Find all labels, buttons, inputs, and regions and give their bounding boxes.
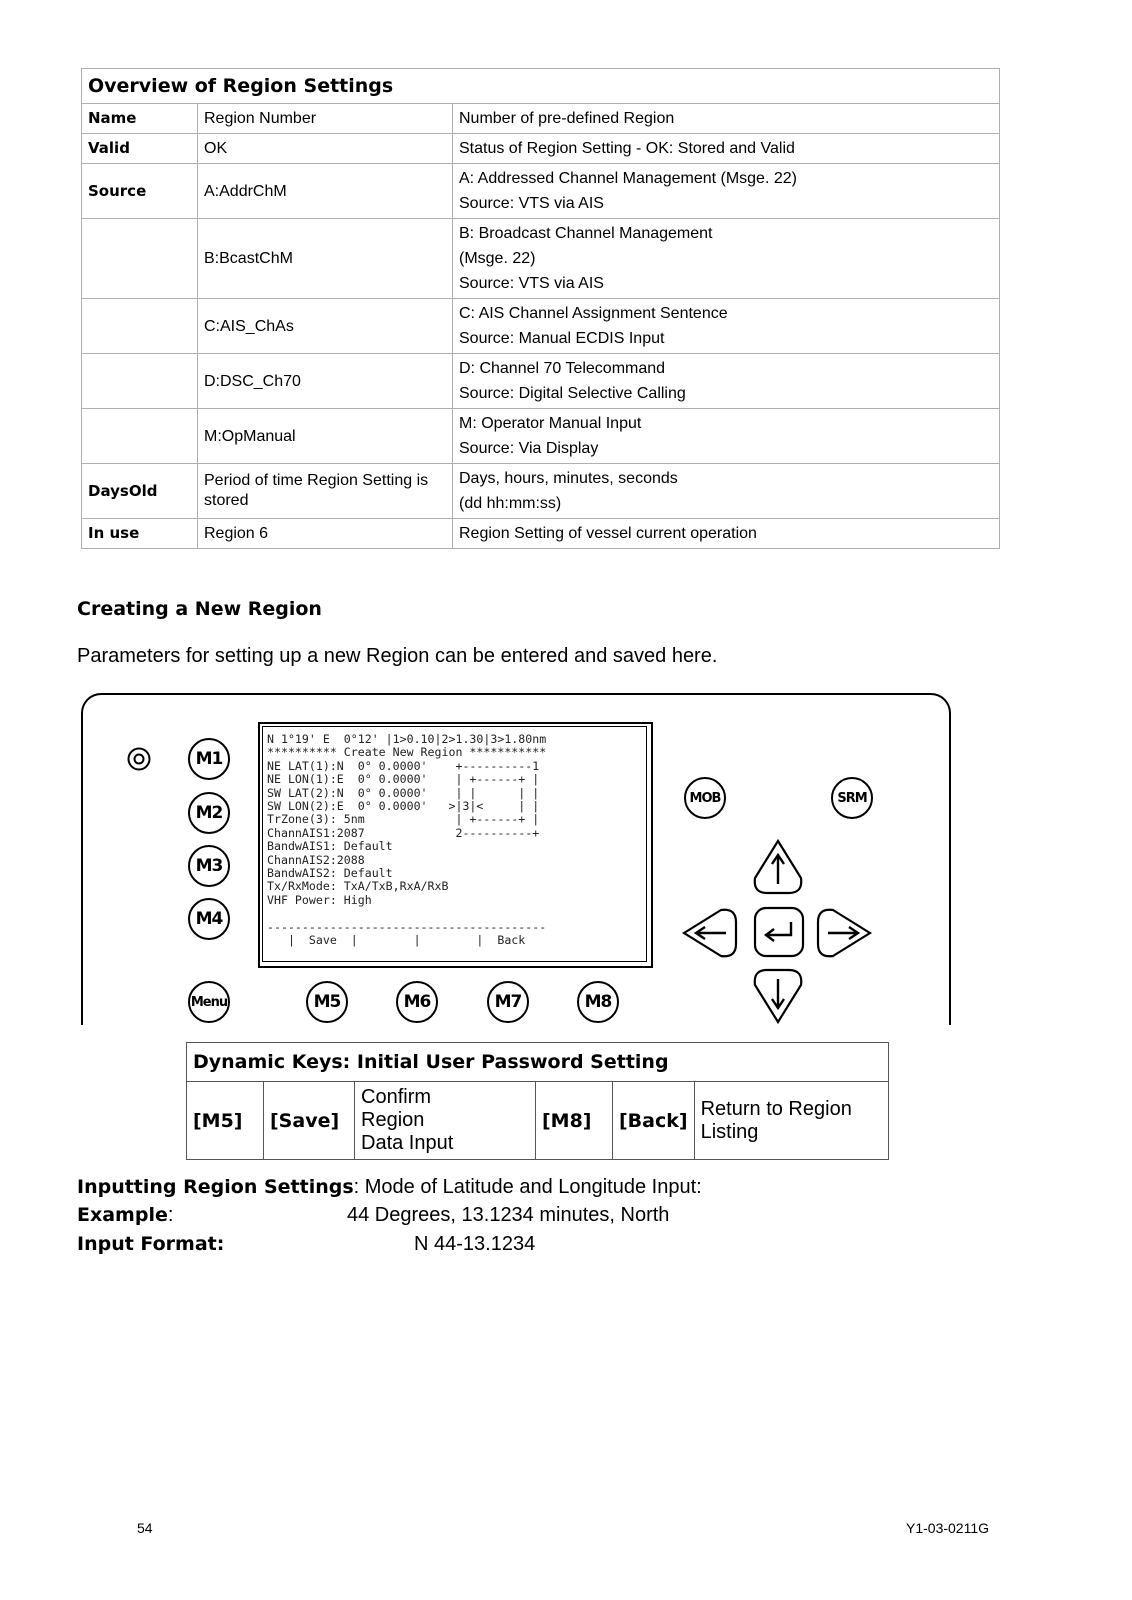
row-value: Region Number (198, 104, 453, 134)
lcd-line: SW LON(2):E 0° 0.0000' >|3|< | | (267, 799, 540, 814)
key-code: [M8] (536, 1082, 613, 1160)
dynamic-keys-title: Dynamic Keys: Initial User Password Setting (187, 1043, 889, 1082)
m3-button[interactable]: M3 (188, 845, 230, 887)
table-row (82, 164, 1000, 219)
row-desc: Status of Region Setting - OK: Stored and Valid (453, 134, 1000, 164)
row-value: D:DSC_Ch70 (198, 354, 453, 409)
row-value: M:OpManual (198, 409, 453, 464)
lcd-line: ChannAIS1:2087 2----------+ (267, 825, 540, 840)
mob-button[interactable]: MOB (684, 777, 726, 819)
example-label: Example (77, 1204, 168, 1226)
input-format-label: Input Format: (77, 1233, 225, 1255)
overview-title: Overview of Region Settings (82, 69, 1000, 104)
m8-button[interactable]: M8 (577, 981, 619, 1023)
table-row (82, 519, 1000, 549)
row-value: Region 6 (198, 519, 453, 549)
lcd-line: BandwAIS1: Default (267, 839, 393, 854)
down-arrow-icon[interactable] (751, 967, 805, 1025)
row-key: Source (82, 164, 198, 219)
m7-button[interactable]: M7 (487, 981, 529, 1023)
row-desc: A: Addressed Channel Management (Msge. 22) Source: VTS via AIS (453, 164, 1000, 219)
row-key: In use (82, 519, 198, 549)
m5-button[interactable]: M5 (306, 981, 348, 1023)
up-arrow-icon[interactable] (751, 838, 805, 896)
row-key (82, 299, 198, 354)
lcd-line: Tx/RxMode: TxA/TxB,RxA/RxB (267, 879, 449, 894)
input-format-value: N 44-13.1234 (414, 1233, 536, 1255)
menu-button[interactable]: Menu (188, 981, 230, 1023)
lcd-line: NE LON(1):E 0° 0.0000' | +------+ | (267, 772, 540, 787)
inputting-line (77, 1176, 702, 1199)
dynamic-keys-table (186, 1042, 889, 1160)
lcd-line: SW LAT(2):N 0° 0.0000' | | | | (267, 785, 540, 800)
key-code: [M5] (187, 1082, 264, 1160)
srm-button[interactable]: SRM (831, 777, 873, 819)
lcd-line: NE LAT(1):N 0° 0.0000' +----------1 (267, 758, 540, 773)
left-arrow-icon[interactable] (681, 906, 739, 960)
row-desc: M: Operator Manual Input Source: Via Display (453, 409, 1000, 464)
m1-button[interactable]: M1 (188, 738, 230, 780)
example-line: Example: (77, 1204, 174, 1226)
inputting-label: Inputting Region Settings (77, 1176, 354, 1198)
key-label: [Save] (264, 1082, 355, 1160)
lcd-line: BandwAIS2: Default (267, 866, 393, 881)
table-row (82, 464, 1000, 519)
table-row (82, 299, 1000, 354)
right-arrow-icon[interactable] (815, 906, 873, 960)
example-value: 44 Degrees, 13.1234 minutes, North (347, 1204, 670, 1226)
table-row (82, 104, 1000, 134)
lcd-line: TrZone(3): 5nm | +------+ | (267, 812, 540, 827)
row-key (82, 219, 198, 299)
m4-button[interactable]: M4 (188, 898, 230, 940)
row-key (82, 354, 198, 409)
m6-button[interactable]: M6 (396, 981, 438, 1023)
lcd-line: | Save | | | Back (267, 933, 526, 948)
row-value: C:AIS_ChAs (198, 299, 453, 354)
inputting-text: : Mode of Latitude and Longitude Input: (353, 1176, 702, 1198)
row-desc: B: Broadcast Channel Management (Msge. 22) Source: VTS via AIS (453, 219, 1000, 299)
enter-icon[interactable] (753, 906, 805, 958)
row-value: B:BcastChM (198, 219, 453, 299)
row-desc: D: Channel 70 Telecommand Source: Digital Selective Calling (453, 354, 1000, 409)
lcd-line: N 1°19' E 0°12' |1>0.10|2>1.30|3>1.80nm (267, 732, 547, 746)
row-value: A:AddrChM (198, 164, 453, 219)
lcd-line: ChannAIS2:2088 (267, 852, 365, 867)
page-number: 54 (137, 1520, 153, 1536)
row-key: Valid (82, 134, 198, 164)
table-row (82, 134, 1000, 164)
overview-table (81, 68, 1000, 549)
m2-button[interactable]: M2 (188, 792, 230, 834)
key-label: [Back] (613, 1082, 695, 1160)
row-key (82, 409, 198, 464)
doc-code: Y1-03-0211G (906, 1520, 990, 1536)
row-key: DaysOld (82, 464, 198, 519)
table-row (82, 354, 1000, 409)
status-led-icon (126, 746, 152, 772)
key-desc: Return to Region Listing (694, 1082, 888, 1160)
table-row (187, 1082, 889, 1160)
table-row (82, 409, 1000, 464)
row-key: Name (82, 104, 198, 134)
key-desc: Confirm Region Data Input (355, 1082, 536, 1160)
lcd-line: ---------------------------------------- (267, 919, 547, 934)
row-desc: Days, hours, minutes, seconds (dd hh:mm:ss) (453, 464, 1000, 519)
row-value: Period of time Region Setting is stored (198, 464, 453, 519)
lcd-text (267, 733, 546, 948)
row-value: OK (198, 134, 453, 164)
table-row (82, 219, 1000, 299)
row-desc: C: AIS Channel Assignment Sentence Source: Manual ECDIS Input (453, 299, 1000, 354)
section-heading: Creating a New Region (77, 598, 322, 620)
row-desc: Region Setting of vessel current operation (453, 519, 1000, 549)
row-desc: Number of pre-defined Region (453, 104, 1000, 134)
lcd-line: ********** Create New Region *********** (267, 745, 547, 760)
lcd-line: VHF Power: High (267, 892, 372, 907)
section-paragraph: Parameters for setting up a new Region can be entered and saved here. (77, 645, 718, 667)
